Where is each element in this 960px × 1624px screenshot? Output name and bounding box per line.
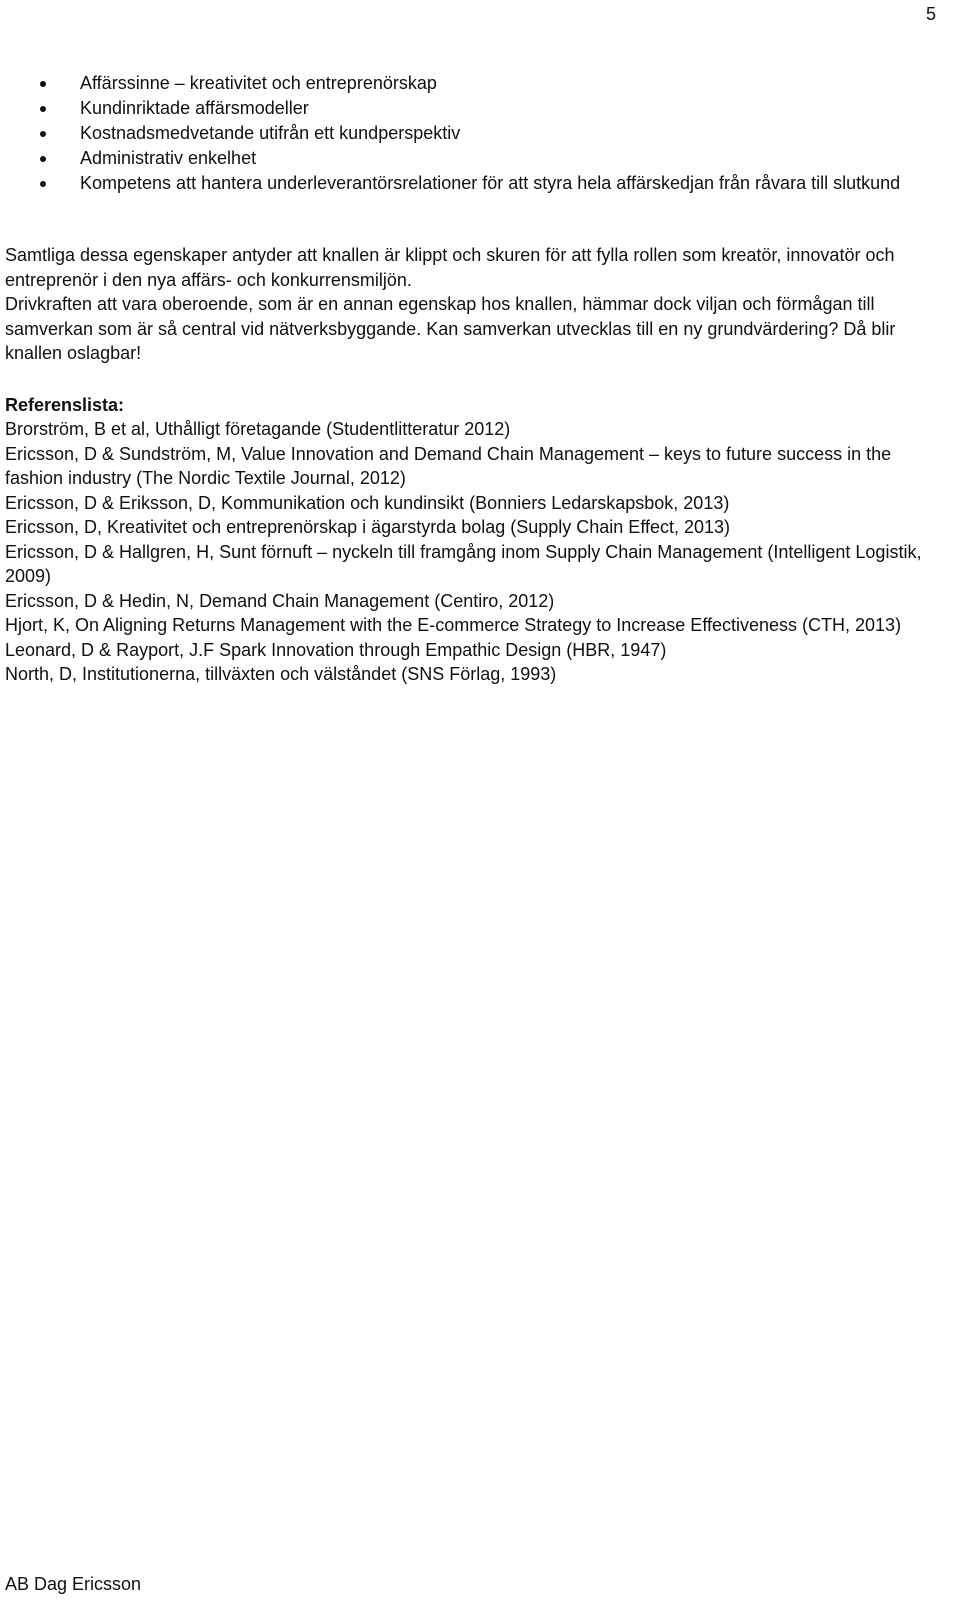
bullet-item bbox=[0, 146, 930, 171]
bullet-dot-icon bbox=[40, 81, 46, 87]
reference-item: Ericsson, D, Kreativitet och entreprenörskap i ägarstyrda bolag (Supply Chain Effect, 2013) bbox=[5, 517, 731, 537]
bullet-dot-icon bbox=[40, 131, 46, 137]
bullet-item bbox=[0, 121, 930, 146]
bullet-dot-icon bbox=[40, 106, 46, 112]
reference-item: North, D, Institutionerna, tillväxten och välståndet (SNS Förlag, 1993) bbox=[5, 664, 557, 684]
reference-item: Ericsson, D & Sundström, M, Value Innovation and Demand Chain Management – keys to future success in the fashion industry (The Nordic Textile Journal, 2012) bbox=[5, 443, 892, 488]
bullet-text: Kundinriktade affärsmodeller bbox=[80, 98, 309, 118]
bullet-item bbox=[0, 96, 930, 121]
page-number: 5 bbox=[925, 4, 936, 24]
bullet-list bbox=[0, 71, 930, 196]
bullet-text: Kostnadsmedvetande utifrån ett kundperspektiv bbox=[80, 123, 461, 143]
paragraph-sentence-1: Samtliga dessa egenskaper antyder att knallen är klippt och skuren för att fylla rollen som kreatör, innovatör och entreprenör i den nya affärs- och konkurrensmiljön. bbox=[5, 245, 895, 290]
references-list bbox=[5, 417, 923, 687]
reference-item: Ericsson, D & Hedin, N, Demand Chain Management (Centiro, 2012) bbox=[5, 590, 555, 611]
references-heading: Referenslista: bbox=[5, 395, 125, 415]
bullet-item bbox=[0, 71, 930, 96]
bullet-text: Affärssinne – kreativitet och entreprenörskap bbox=[80, 73, 437, 93]
bullet-text: Kompetens att hantera underleverantörsrelationer för att styra hela affärskedjan från råvara till slutkund bbox=[80, 173, 901, 193]
bullet-dot-icon bbox=[40, 181, 46, 187]
reference-item: Hjort, K, On Aligning Returns Management with the E-commerce Strategy to Increase Effectiveness (CTH, 2013) bbox=[5, 615, 902, 635]
reference-item: Brorström, B et al, Uthålligt företagande (Studentlitteratur 2012) bbox=[5, 419, 511, 439]
bullet-item bbox=[0, 171, 930, 196]
paragraph-sentence-2: Drivkraften att vara oberoende, som är en annan egenskap hos knallen, hämmar dock viljan och förmågan till samverkan som är så central vid nätverksbyggande. Kan samverkan utvecklas till en ny grundvärdering? Då blir knallen oslagbar! bbox=[5, 294, 896, 363]
reference-item: Ericsson, D & Hallgren, H, Sunt förnuft – nyckeln till framgång inom Supply Chain Management (Intelligent Logistik, 2009) bbox=[5, 541, 922, 586]
reference-item: Ericsson, D & Eriksson, D, Kommunikation och kundinsikt (Bonniers Ledarskapsbok, 2013) bbox=[5, 492, 730, 513]
bullet-text: Administrativ enkelhet bbox=[80, 148, 257, 168]
reference-item: Leonard, D & Rayport, J.F Spark Innovation through Empathic Design (HBR, 1947) bbox=[5, 639, 667, 660]
body-paragraph bbox=[5, 243, 923, 366]
footer-author: AB Dag Ericsson bbox=[5, 1574, 142, 1594]
bullet-dot-icon bbox=[40, 156, 46, 162]
